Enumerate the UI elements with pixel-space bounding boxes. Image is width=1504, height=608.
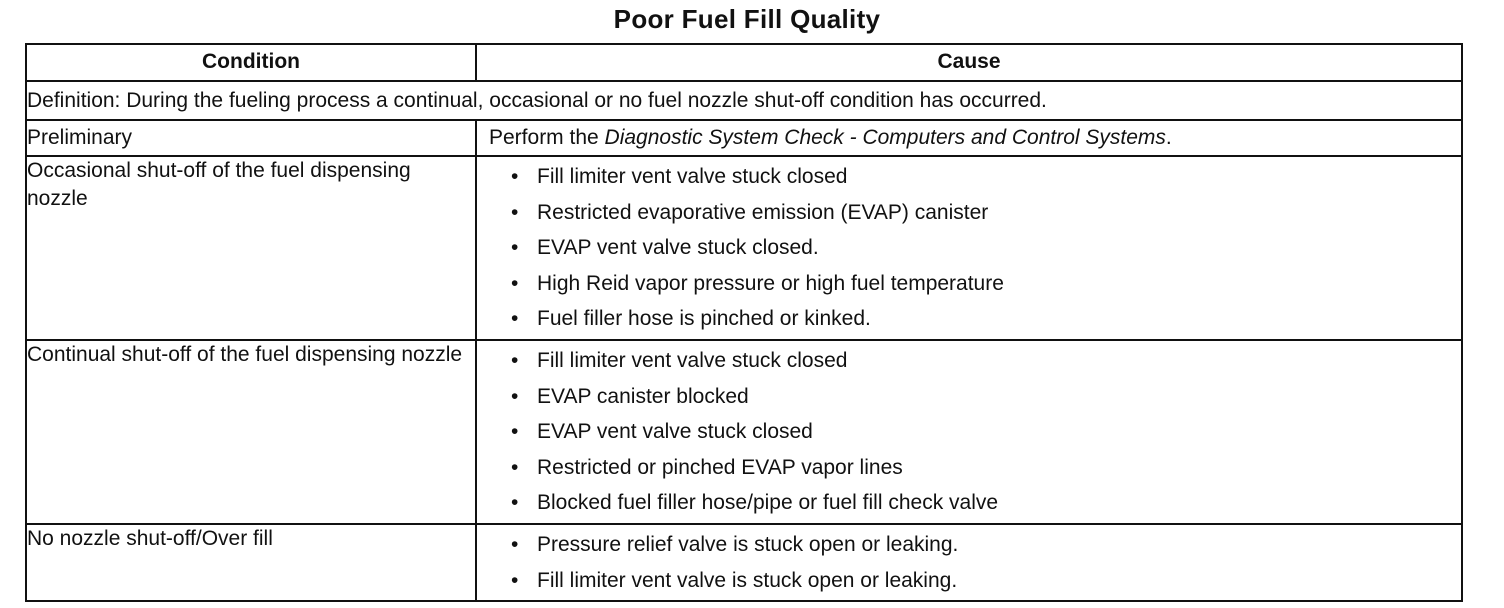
diagnostic-table xyxy=(25,43,1463,602)
cause-text: Fill limiter vent valve stuck closed xyxy=(537,165,848,188)
cause-text: Restricted evaporative emission (EVAP) canister xyxy=(537,200,989,224)
cause-text: High Reid vapor pressure or high fuel temperature xyxy=(537,271,1004,295)
bullet-icon: • xyxy=(511,200,519,224)
definition-row xyxy=(26,81,1462,120)
list-item xyxy=(511,527,1461,563)
condition-cell: No nozzle shut-off/Over fill xyxy=(26,524,476,601)
cause-cell xyxy=(476,524,1462,601)
list-item xyxy=(511,301,1461,337)
cause-text: Pressure relief valve is stuck open or leaking. xyxy=(537,532,959,556)
preliminary-row xyxy=(26,120,1462,156)
table-header-row xyxy=(26,44,1462,81)
diagnostic-system-check-reference: Diagnostic System Check - Computers and Control Systems xyxy=(604,126,1166,149)
cause-column-header: Cause xyxy=(476,44,1462,81)
cause-text: EVAP vent valve stuck closed. xyxy=(537,236,819,260)
cause-list xyxy=(477,525,1461,600)
cause-text: Blocked fuel filler hose/pipe or fuel fill check valve xyxy=(537,491,999,515)
bullet-icon: • xyxy=(511,568,519,592)
bullet-icon: • xyxy=(511,455,519,479)
bullet-icon: • xyxy=(511,384,519,408)
cause-text: Fill limiter vent valve is stuck open or leaking. xyxy=(537,568,958,592)
cause-cell xyxy=(476,156,1462,340)
preliminary-condition: Preliminary xyxy=(26,120,476,156)
cause-text: EVAP canister blocked xyxy=(537,384,749,408)
condition-column-header: Condition xyxy=(26,44,476,81)
list-item xyxy=(511,379,1461,415)
bullet-icon: • xyxy=(511,348,519,372)
list-item xyxy=(511,230,1461,266)
cause-list xyxy=(477,341,1461,523)
bullet-icon: • xyxy=(511,532,519,556)
cause-text: EVAP vent valve stuck closed xyxy=(537,420,813,444)
bullet-icon: • xyxy=(511,307,519,331)
list-item xyxy=(511,450,1461,486)
preliminary-cause xyxy=(476,120,1462,156)
cause-list xyxy=(477,157,1461,339)
bullet-icon: • xyxy=(511,271,519,295)
list-item xyxy=(511,195,1461,231)
bullet-icon: • xyxy=(511,491,519,515)
list-item xyxy=(511,563,1461,599)
definition-text: Definition: During the fueling process a continual, occasional or no fuel nozzle shut-off condition has occurred. xyxy=(26,81,1462,120)
list-item xyxy=(511,159,1461,195)
list-item xyxy=(511,343,1461,379)
condition-cell: Continual shut-off of the fuel dispensing nozzle xyxy=(26,340,476,524)
bullet-icon: • xyxy=(511,420,519,444)
cause-cell xyxy=(476,340,1462,524)
table-row xyxy=(26,340,1462,524)
bullet-icon: • xyxy=(511,236,519,260)
list-item xyxy=(511,266,1461,302)
bullet-icon: • xyxy=(511,165,519,188)
list-item xyxy=(511,485,1461,521)
page-title: Poor Fuel Fill Quality xyxy=(613,4,881,34)
table-row xyxy=(26,524,1462,601)
table-row xyxy=(26,156,1462,340)
condition-cell: Occasional shut-off of the fuel dispensing nozzle xyxy=(26,156,476,340)
cause-text: Fuel filler hose is pinched or kinked. xyxy=(537,307,871,331)
list-item xyxy=(511,414,1461,450)
preliminary-cause-suffix: . xyxy=(1165,126,1172,149)
preliminary-cause-prefix: Perform the xyxy=(489,126,605,149)
cause-text: Fill limiter vent valve stuck closed xyxy=(537,348,848,372)
cause-text: Restricted or pinched EVAP vapor lines xyxy=(537,455,903,479)
